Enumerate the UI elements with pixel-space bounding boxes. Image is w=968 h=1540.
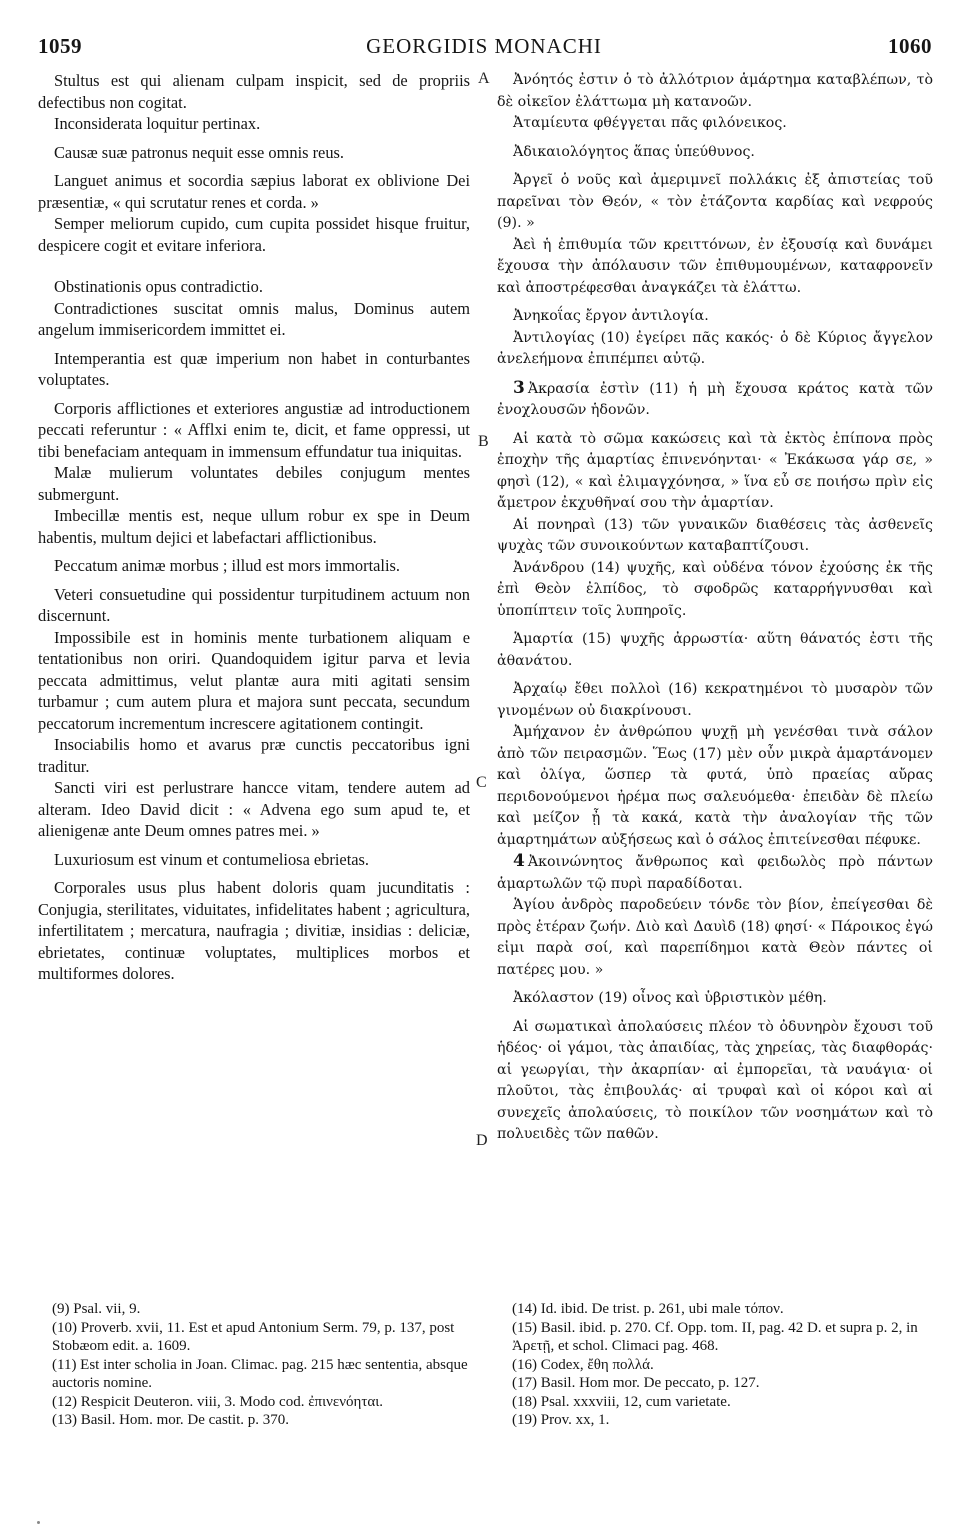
- latin-sentence: Contradictiones suscitat omnis malus, Dominus autem angelum immisericordem immittet ei.: [38, 298, 470, 339]
- latin-sentence: Sancti viri est perlustrare hancce vitam, tendere autem ad alteram. Ideo David dicit : « Advena ego sum apud te, et alienigenæ ante Deum omnes patres mei. »: [38, 778, 470, 840]
- greek-sentence: Ἀργεῖ ὁ νοῦς καὶ ἀμεριμνεῖ πολλάκις ἐξ ἀπιστείας τοῦ παρεῖναι τὸν Θεόν, « τὸν ἐτάζοντα καρδίας καὶ νεφρούς (9). »: [497, 172, 933, 231]
- greek-sentence: Αἱ πονηραὶ (13) τῶν γυναικῶν διαθέσεις τὰς ἀσθενεῖς ψυχὰς τῶν συνοικούντων καταβαπτίζουσι.: [497, 516, 933, 554]
- footnote: (16) Codex, ἔθη πολλά.: [512, 1356, 654, 1373]
- section-letter-a: A: [478, 70, 490, 87]
- greek-sentence: Ἀνηκοΐας ἔργον ἀντιλογία.: [513, 308, 709, 324]
- latin-sentence: Obstinationis opus contradictio.: [54, 277, 263, 296]
- greek-sentence: Ἁμαρτία (15) ψυχῆς ἀρρωστία· αὕτη θάνατός ἐστι τῆς ἀθανάτου.: [497, 631, 933, 669]
- footnotes-right: [512, 1300, 932, 1430]
- latin-sentence: Intemperantia est quæ imperium non habet in conturbantes voluptates.: [38, 348, 470, 389]
- latin-sentence: Stultus est qui alienam culpam inspicit, sed de propriis defectibus non cogitat.: [38, 71, 470, 112]
- greek-column: [497, 70, 933, 1146]
- greek-sentence: Ἀεὶ ἡ ἐπιθυμία τῶν κρειττόνων, ἐν ἐξουσίᾳ καὶ δυνάμει ἔχουσα τὴν ἀπόλαυσιν τῶν ἐπιθυμουμένων, καταφρονεῖν καὶ ἀποστρέφεσθαι ἀναγκάζει τὰ ἐλάττω.: [497, 236, 933, 296]
- greek-sentence: Ἀρχαίῳ ἔθει πολλοὶ (16) κεκρατημένοι τὸ μυσαρὸν τῶν γινομένων οὐ διακρίνουσι.: [497, 681, 933, 719]
- latin-sentence: Insociabilis homo et avarus præ cunctis peccatoribus igni traditur.: [38, 735, 470, 776]
- footnote: (15) Basil. ibid. p. 270. Cf. Opp. tom. II, pag. 42 D. et supra p. 2, in Ἀρετῇ, et schol. Climaci pag. 468.: [512, 1319, 918, 1354]
- latin-sentence: Veteri consuetudine qui possidentur turpitudinem actuum non discernunt.: [38, 584, 470, 625]
- latin-sentence: Languet animus et socordia sæpius laborat ex oblivione Dei præsentiæ, « qui scrutatur renes et corda. »: [38, 171, 470, 212]
- page-number-left: 1059: [38, 34, 82, 58]
- section-letter-b: B: [478, 433, 489, 450]
- greek-sentence: [497, 851, 933, 895]
- footnote: (17) Basil. Hom mor. De peccato, p. 127.: [512, 1375, 760, 1391]
- greek-sentence-text: Ἀκρασία ἐστὶν (11) ἡ μὴ ἔχουσα κράτος κατὰ τῶν ἐνοχλουσῶν ἡδονῶν.: [497, 380, 933, 418]
- section-letter-d: D: [476, 1132, 488, 1149]
- greek-sentence: Ἀνόητός ἐστιν ὁ τὸ ἀλλότριον ἁμάρτημα καταβλέπων, τὸ δὲ οἰκεῖον ἐλάττωμα μὴ κατανοῶν.: [497, 72, 933, 110]
- page-header: [0, 34, 968, 64]
- greek-sentence: Ἀντιλογίας (10) ἐγείρει πᾶς κακός· ὁ δὲ Κύριος ἄγγελον ἀνελεήμονα ἐπιπέμπει αὐτῷ.: [497, 329, 933, 367]
- latin-sentence: Peccatum animæ morbus ; illud est mors immortalis.: [54, 556, 400, 575]
- footnote: (12) Respicit Deuteron. viii, 3. Modo cod. ἐπινενόηται.: [52, 1393, 383, 1410]
- section-letter-c: C: [476, 774, 487, 791]
- section-number-4: 4: [513, 851, 525, 871]
- footnote: (9) Psal. vii, 9.: [52, 1301, 141, 1317]
- latin-sentence: Inconsiderata loquitur pertinax.: [54, 114, 261, 133]
- section-number-3: 3: [513, 377, 525, 398]
- latin-column: [38, 70, 470, 985]
- latin-sentence: Corporales usus plus habent doloris quam jucunditatis : Conjugia, sterilitates, viduitates, infidelitates habent ; agricultura, infertilitatem ; mercatura, naufragia ; divitiæ, insidias : deliciæ, ebrietates, continuæ voluptates, multiplices morbos et multiformes dolores.: [38, 878, 470, 983]
- footnote: (18) Psal. xxxviii, 12, cum varietate.: [512, 1393, 731, 1410]
- greek-sentence: Ἀκόλαστον (19) οἶνος καὶ ὑβριστικὸν μέθη.: [513, 990, 827, 1006]
- greek-sentence-text: Ἀκοινώνητος ἄνθρωπος καὶ φειδωλὸς πρὸ πάντων ἁμαρτωλῶν τῷ πυρὶ παραδίδοται.: [497, 854, 933, 892]
- footnote: (11) Est inter scholia in Joan. Climac. pag. 215 hæc sententia, absque auctoris nomine.: [52, 1356, 468, 1391]
- latin-sentence: Malæ mulierum voluntates debiles conjugum mentes submergunt.: [38, 463, 470, 504]
- latin-sentence: Causæ suæ patronus nequit esse omnis reus.: [54, 142, 345, 162]
- latin-sentence: Impossibile est in hominis mente turbationem aliquam e tentationibus non oriri. Quandoquidem igitur parva et levia peccata admittimus, velut plantæ aura miti agitati sensim turbamur ; cum autem plura et majora sunt peccata, secundum peccatorum incrementum increscere agitationem contingit.: [38, 627, 470, 733]
- footnotes-left: [52, 1300, 472, 1430]
- footnote: (13) Basil. Hom. mor. De castit. p. 370.: [52, 1412, 290, 1428]
- latin-sentence: Imbecillæ mentis est, neque ullum robur ex spe in Deum habentis, multum dejici et labefactari afflictionibus.: [38, 506, 470, 547]
- footnote: (19) Prov. xx, 1.: [512, 1412, 610, 1428]
- page-number-right: 1060: [888, 34, 932, 58]
- greek-sentence: [497, 378, 933, 422]
- footnote: (10) Proverb. xvii, 11. Est et apud Antonium Serm. 79, p. 137, post Stobæom edit. a. 1609.: [52, 1319, 455, 1354]
- latin-sentence: Corporis afflictiones et exteriores angustiæ ad introductionem peccati referuntur : « Afflxi enim te, dicit, et fame oppressi, ut tibi benefaciam antequam in immensum effundatur tua iniquitas.: [38, 398, 470, 461]
- greek-sentence: Ἀνάνδρου (14) ψυχῆς, καὶ οὐδένα τόνον ἐχούσης ἐκ τῆς ἐπὶ Θεὸν ἐλπίδος, τὸ σφοδρῶς καταρρήγνυσθαι καὶ ὑποπίπτειν τοῖς λυπηροῖς.: [497, 559, 933, 619]
- greek-sentence: Ἀδικαιολόγητος ἅπας ὑπεύθυνος.: [513, 143, 755, 160]
- greek-sentence: Ἀταμίευτα φθέγγεται πᾶς φιλόνεικος.: [513, 115, 787, 131]
- latin-sentence: Luxuriosum est vinum et contumeliosa ebrietas.: [54, 849, 369, 869]
- ink-speck: [37, 1521, 40, 1524]
- greek-sentence: Ἀμήχανον ἐν ἀνθρώπου ψυχῇ μὴ γενέσθαι τινὰ σάλον ἀπὸ τῶν πειρασμῶν. Ἕως (17) μὲν οὖν μικρὰ ἁμαρτάνομεν καὶ ὀλίγα, ὥσπερ τὰ φυτά, ὑπὸ πραείας αὔρας περιδονούμενοι ἠρέμα πως σαλευόμεθα· ἐπειδὰν δὲ πλείω καὶ μείζον ᾖ τὰ κακά, κατὰ τὴν ἀναλογίαν τῆς τῶν ἁμαρτημάτων αὐξήσεως καὶ ὁ σάλος ἐπιτείνεσθαι πέφυκε.: [497, 724, 933, 848]
- running-title: GEORGIDIS MONACHI: [366, 34, 602, 58]
- footnote: (14) Id. ibid. De trist. p. 261, ubi male τόπον.: [512, 1301, 784, 1317]
- latin-sentence: Semper meliorum cupido, cum cupita possidet hisque fruitur, despicere cogit et evitare inferiora.: [38, 214, 470, 255]
- greek-sentence: Αἱ κατὰ τὸ σῶμα κακώσεις καὶ τὰ ἐκτὸς ἐπίπονα πρὸς ἐποχὴν τῆς ἁμαρτίας ἐπινενόηνται· « Ἐκάκωσα γάρ σε, » φησὶ (12), « καὶ ἐλιμαγχόνησα, » ἵνα εὖ σε ποιήσω πρὶν εἰς ἄμετρον ἐκχυθῆναί σου τὴν ἁμαρτίαν.: [497, 430, 933, 511]
- greek-sentence: Ἁγίου ἀνδρὸς παροδεύειν τόνδε τὸν βίον, ἐπείγεσθαι δὲ πρὸς ἑτέραν ζωήν. Διὸ καὶ Δαυὶδ (18) φησί· « Πάροικος ἐγώ εἰμι παρὰ σοί, καὶ παρεπίδημοι κατὰ Θεὸν πάντες οἱ πατέρες μου. »: [497, 897, 933, 978]
- greek-sentence: Αἱ σωματικαὶ ἀπολαύσεις πλέον τὸ ὀδυνηρὸν ἔχουσι τοῦ ἡδέος· οἱ γάμοι, τὰς ἀπαιδίας, τὰς χηρείας, τὰς διαφθοράς· αἱ γεωργίαι, τὴν ἀκαρπίαν· αἱ ἐμπορεῖαι, τὰ ναυάγια· οἱ πλοῦτοι, τὰς ἐπιβουλάς· αἱ τρυφαὶ καὶ οἱ κόροι καὶ αἱ συνεχεῖς ἀπολαύσεις, τὸ ποικίλον τῶν νοσημάτων καὶ τὸ πολυειδὲς τῶν παθῶν.: [497, 1018, 933, 1142]
